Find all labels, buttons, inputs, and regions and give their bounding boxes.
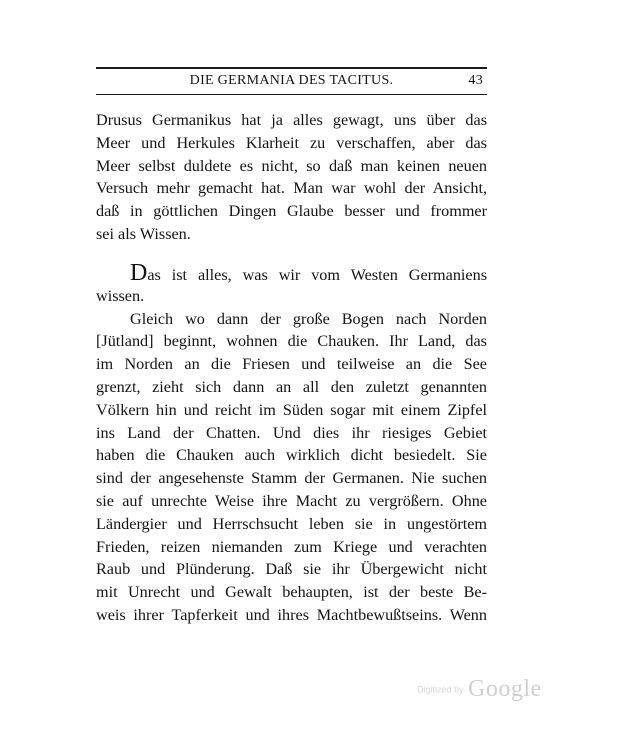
text-line-with-dropcap	[96, 262, 487, 285]
text-line: mit Unrecht und Gewalt behaupten, ist der beste Be-	[96, 583, 487, 602]
paragraph-1	[96, 109, 487, 246]
text-line: Meer selbst duldete es nicht, so daß man keinen neuen	[96, 156, 487, 175]
running-title: DIE GERMANIA DES TACITUS.	[189, 73, 394, 88]
text-line: Ländergier und Herrschsucht leben sie in ungestörtem	[96, 514, 487, 533]
header-rule	[96, 67, 487, 69]
text-line: wissen.	[96, 286, 145, 305]
text-line: im Norden an die Friesen und teilweise an die See	[96, 355, 487, 374]
text-line: grenzt, zieht sich dann an all den zuletzt genannten	[96, 377, 487, 396]
text-line: daß in göttlichen Dingen Glaube besser und frommer	[96, 202, 487, 221]
dropcap-line-rest: as ist alles, was wir vom Westen Germaniens	[147, 266, 487, 284]
text-line: weis ihrer Tapferkeit und ihres Machtbewußtseins. Wenn	[96, 605, 487, 624]
text-line: sei als Wissen.	[96, 224, 191, 243]
text-line: Frieden, reizen niemanden zum Kriege und verachten	[96, 537, 487, 556]
text-line: Drusus Germanikus hat ja alles gewagt, uns über das	[96, 111, 487, 129]
digitized-by-google-watermark	[417, 676, 542, 703]
running-header	[96, 72, 487, 92]
text-line: sie auf unrechte Weise ihre Macht zu vergrößern. Ohne	[96, 491, 487, 510]
text-line: Völkern hin und reicht im Süden sogar mit einem Zipfel	[96, 400, 487, 419]
text-line: Versuch mehr gemacht hat. Man war wohl der Ansicht,	[96, 179, 487, 198]
watermark-prefix: Digitized by	[417, 684, 464, 695]
drop-cap: D	[130, 260, 148, 286]
text-line: Gleich wo dann der große Bogen nach Norden	[130, 309, 487, 328]
text-line: ins Land der Chatten. Und dies ihr riesiges Gebiet	[96, 423, 487, 442]
text-line: Raub und Plünderung. Daß sie ihr Übergewicht nicht	[96, 560, 487, 579]
text-line: Meer und Herkules Klarheit zu verschaffen, aber das	[96, 133, 487, 152]
text-line: haben die Chauken auch wirklich dicht besiedelt. Sie	[96, 446, 487, 465]
paragraph-2-and-3	[96, 262, 487, 627]
text-line: sind der angesehenste Stamm der Germanen. Nie suchen	[96, 469, 487, 488]
text-line: [Jütland] beginnt, wohnen die Chauken. Ihr Land, das	[96, 332, 487, 351]
page-number: 43	[468, 73, 483, 88]
google-logo: Google	[467, 676, 542, 702]
header-underline	[96, 94, 487, 95]
